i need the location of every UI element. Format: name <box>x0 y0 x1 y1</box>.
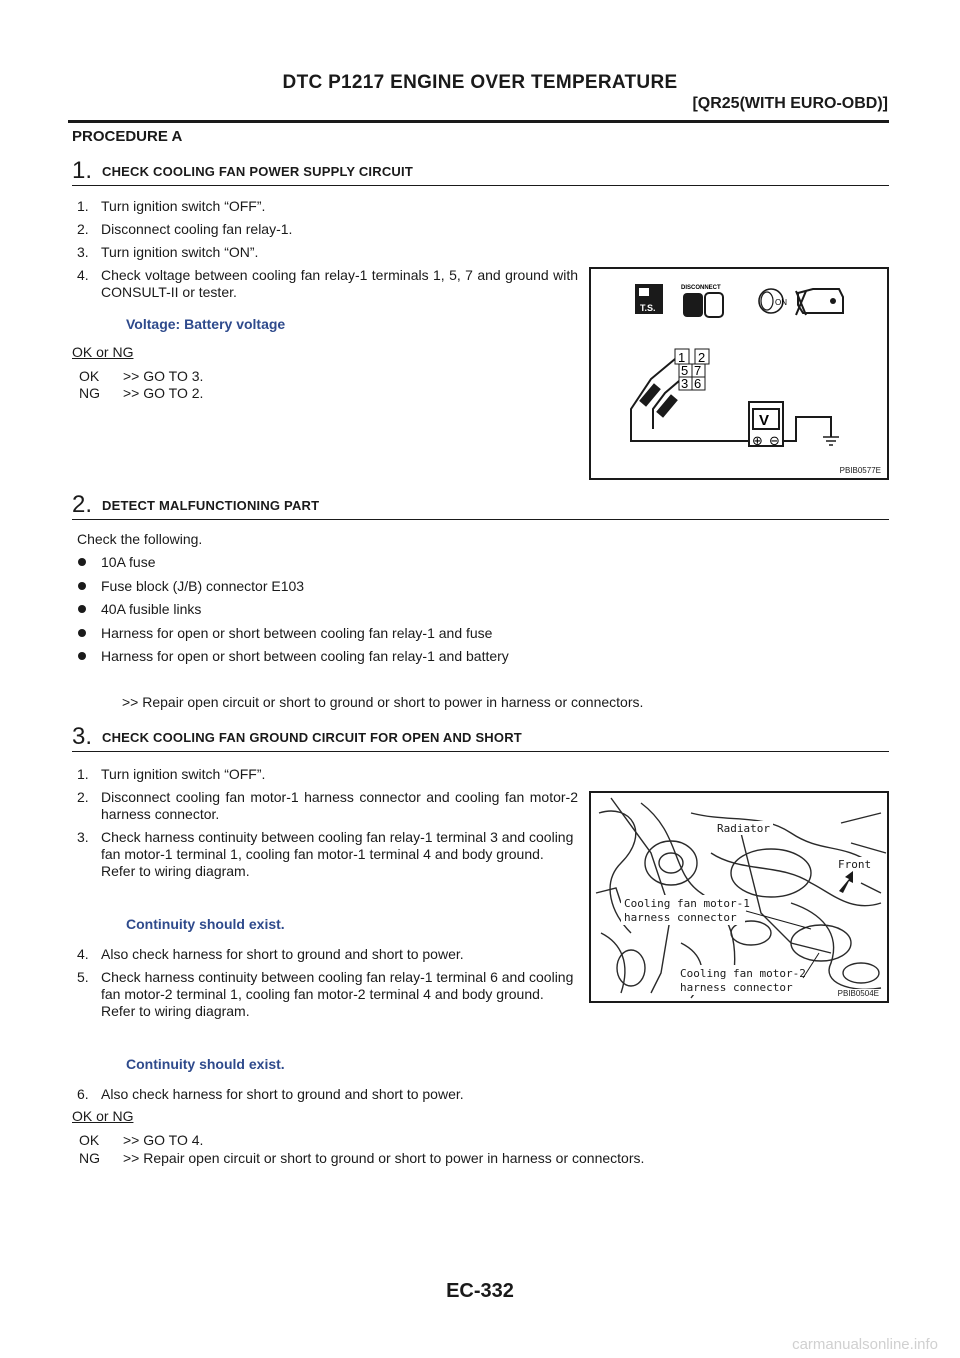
svg-text:7: 7 <box>694 363 702 378</box>
page-title: DTC P1217 ENGINE OVER TEMPERATURE <box>282 72 678 93</box>
svg-text:2: 2 <box>698 350 706 365</box>
front-arrow-icon <box>839 871 853 893</box>
step-1-item: 4. Check voltage between cooling fan relay-1 terminals 1, 5, 7 and ground with CONSULT-II or tester. <box>77 267 578 300</box>
step-1-item: 2. Disconnect cooling fan relay-1. <box>77 221 293 237</box>
radiator-label: Radiator <box>717 822 770 835</box>
relay-terminal-block <box>675 349 709 391</box>
motor-2-label-2: harness connector <box>680 981 793 994</box>
svg-text:6: 6 <box>694 376 702 391</box>
check-item: 10A fuse <box>78 554 156 570</box>
header-divider <box>68 120 889 123</box>
result-ok: OK >> GO TO 4. <box>79 1132 204 1148</box>
voltage-check-figure <box>589 267 889 480</box>
watermark: carmanualsonline.info <box>792 1336 938 1353</box>
step-1-heading <box>72 158 889 186</box>
page-number: EC-332 <box>446 1280 514 1302</box>
svg-text:3: 3 <box>681 376 689 391</box>
step-1-item: 3. Turn ignition switch “ON”. <box>77 244 259 260</box>
engine-bay-figure <box>589 791 889 1003</box>
step-2-heading <box>72 492 889 520</box>
step-3-item: 6. Also check harness for short to ground and short to power. <box>77 1086 464 1102</box>
svg-text:T.S.: T.S. <box>640 303 656 313</box>
front-label: Front <box>838 858 872 871</box>
step-1-number: 1. <box>72 157 93 184</box>
step-3-title: CHECK COOLING FAN GROUND CIRCUIT FOR OPEN AND SHORT <box>102 730 522 745</box>
check-item: 40A fusible links <box>78 601 201 617</box>
result-ng: NG >> GO TO 2. <box>79 385 204 401</box>
disconnect-icon <box>681 285 723 317</box>
engine-bay-illustration <box>591 793 887 1001</box>
spec-continuity-2: Continuity should exist. <box>126 1056 285 1072</box>
voltmeter <box>749 402 783 449</box>
step-3-item: 4. Also check harness for short to ground and short to power. <box>77 946 464 962</box>
step-3-item: 3. Check harness continuity between cooling fan relay-1 terminal 3 and cooling fan motor-1 terminal 1, cooling fan motor-1 terminal 4 and body ground. Refer to wiring diagram. <box>77 829 574 879</box>
step-3-item: 5. Check harness continuity between cooling fan relay-1 terminal 6 and cooling fan motor-2 terminal 1, cooling fan motor-2 terminal 4 and body ground. Refer to wiring diagram. <box>77 969 574 1019</box>
check-item: Harness for open or short between cooling fan relay-1 and fuse <box>78 625 492 641</box>
step-1-title: CHECK COOLING FAN POWER SUPPLY CIRCUIT <box>102 164 413 179</box>
motor-1-label: Cooling fan motor-1 <box>624 897 750 910</box>
result-ok: OK >> GO TO 3. <box>79 368 204 384</box>
figure-code: PBIB0504E <box>837 989 879 998</box>
step-2-intro: Check the following. <box>77 531 203 547</box>
svg-text:⊕: ⊕ <box>752 434 763 449</box>
svg-text:ON: ON <box>775 298 787 307</box>
step-3-heading <box>72 724 889 752</box>
spec-voltage: Voltage: Battery voltage <box>126 316 286 332</box>
check-item: Fuse block (J/B) connector E103 <box>78 578 304 594</box>
voltage-check-diagram <box>591 269 887 478</box>
spec-continuity-1: Continuity should exist. <box>126 916 285 932</box>
svg-text:DISCONNECT: DISCONNECT <box>681 285 721 291</box>
result-ng: NG >> Repair open circuit or short to ground or short to power in harness or connectors. <box>79 1150 645 1166</box>
step-1-item: 1. Turn ignition switch “OFF”. <box>77 198 266 214</box>
step-3-item: 2. Disconnect cooling fan motor-1 harness connector and cooling fan motor-2 harness connector. <box>77 789 578 822</box>
svg-text:⊖: ⊖ <box>769 434 780 449</box>
step-2-result: >> Repair open circuit or short to ground or short to power in harness or connectors. <box>122 694 644 710</box>
figure-code: PBIB0577E <box>839 466 881 475</box>
page-subtitle: [QR25(WITH EURO-OBD)] <box>692 95 888 112</box>
step-2-title: DETECT MALFUNCTIONING PART <box>102 498 320 513</box>
engine-icon <box>796 289 843 315</box>
ts-icon <box>635 284 663 314</box>
step-2-number: 2. <box>72 491 93 518</box>
motor-2-label: Cooling fan motor-2 <box>680 967 806 980</box>
svg-text:1: 1 <box>678 350 686 365</box>
step-3-number: 3. <box>72 723 93 750</box>
ground-symbol <box>823 437 839 445</box>
check-item: Harness for open or short between cooling fan relay-1 and battery <box>78 648 509 664</box>
ignition-on-icon <box>759 289 787 313</box>
svg-text:5: 5 <box>681 363 689 378</box>
ok-or-ng-label: OK or NG <box>72 1108 134 1124</box>
motor-1-label-2: harness connector <box>624 911 737 924</box>
test-leads <box>631 359 831 441</box>
ok-or-ng-label: OK or NG <box>72 344 134 360</box>
svg-text:V: V <box>759 412 770 429</box>
step-3-item: 1. Turn ignition switch “OFF”. <box>77 766 266 782</box>
section-label: PROCEDURE A <box>72 128 183 145</box>
